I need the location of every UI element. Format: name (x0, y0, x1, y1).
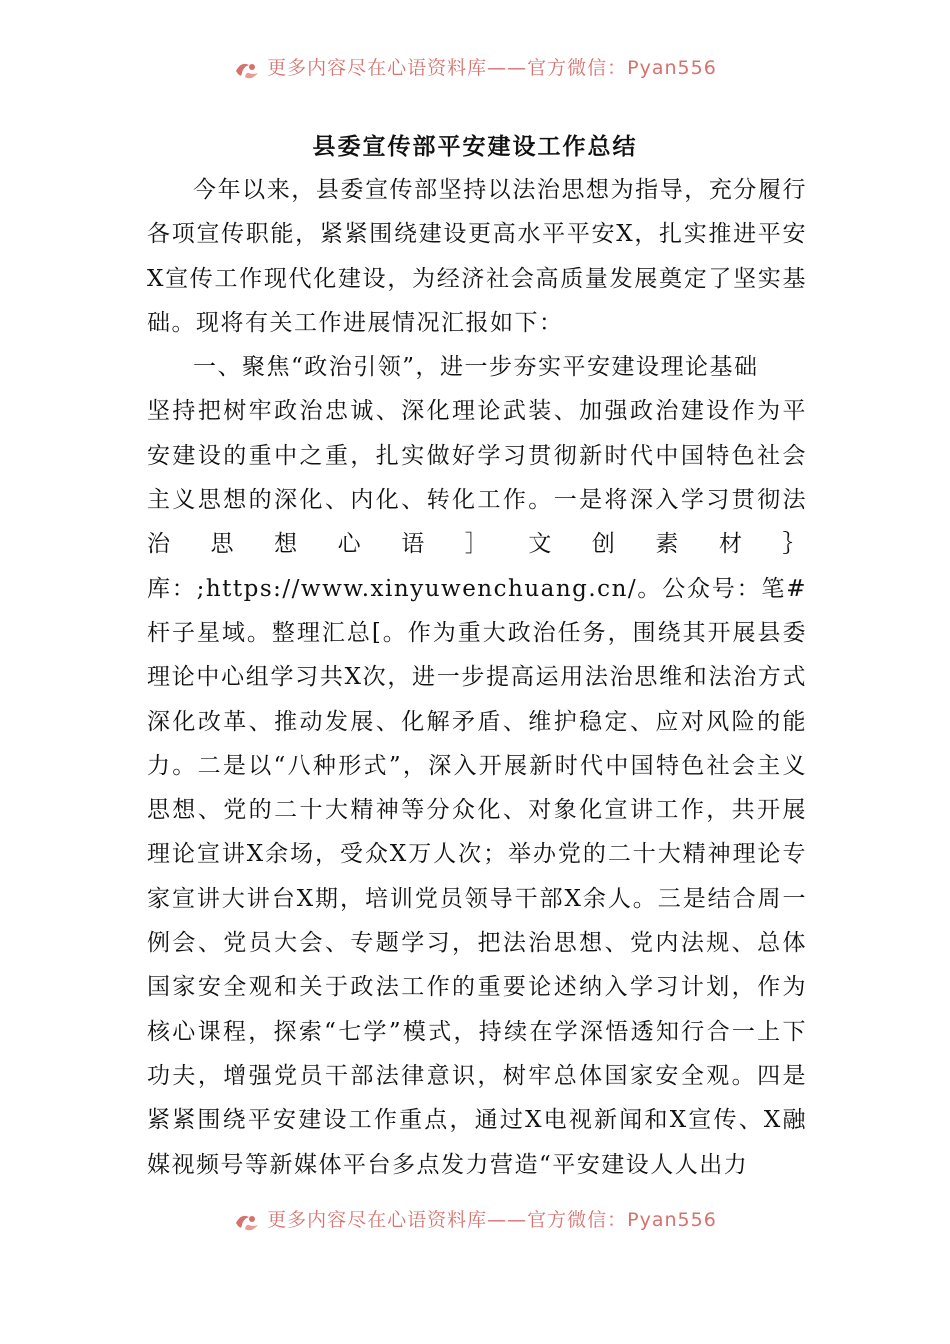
body-paragraph: 坚持把树牢政治忠诚、深化理论武装、加强政治建设作为平安建设的重中之重，扎实做好学习贯彻新时代中国特色社会主义思想的深化、内化、转化工作。一是将深入学习贯彻法治思想心语］文创素材｝库：;https://www.xinyuwenchuang.cn/。公众号：笔#杆子星域。整理汇总[。作为重大政治任务，围绕其开展县委理论中心组学习共X次，进一步提高运用法治思维和法治方式深化改革、推动发展、化解矛盾、维护稳定、应对风险的能力。二是以“八种形式”，深入开展新时代中国特色社会主义思想、党的二十大精神等分众化、对象化宣讲工作，共开展理论宣讲X余场，受众X万人次；举办党的二十大精神理论专家宣讲大讲台X期，培训党员领导干部X余人。三是结合周一例会、党员大会、专题学习，把法治思想、党内法规、总体国家安全观和关于政法工作的重要论述纳入学习计划，作为核心课程，探索“七学”模式，持续在学深悟透知行合一上下功夫，增强党员干部法律意识，树牢总体国家安全观。四是紧紧围绕平安建设工作重点，通过X电视新闻和X宣传、X融媒视频号等新媒体平台多点发力营造“平安建设人人出力 (147, 398, 807, 1178)
document-title: 县委宣传部平安建设工作总结 (312, 133, 638, 160)
brand-logo-icon (233, 59, 261, 83)
section-heading-1: 一、聚焦“政治引领”，进一步夯实平安建设理论基础 (193, 354, 759, 381)
header-watermark-banner (0, 56, 950, 86)
document-body (147, 168, 807, 1187)
intro-paragraph: 今年以来，县委宣传部坚持以法治思想为指导，充分履行各项宣传职能，紧紧围绕建设更高水平平安X，扎实推进平安X宣传工作现代化建设，为经济社会高质量发展奠定了坚实基础。现将有关工作进展情况汇报如下： (147, 177, 807, 336)
header-banner-text: 更多内容尽在心语资料库——官方微信：Pyan556 (267, 56, 717, 79)
footer-banner-text: 更多内容尽在心语资料库——官方微信：Pyan556 (267, 1208, 717, 1231)
brand-logo-icon (233, 1211, 261, 1235)
footer-watermark-banner (0, 1208, 950, 1238)
